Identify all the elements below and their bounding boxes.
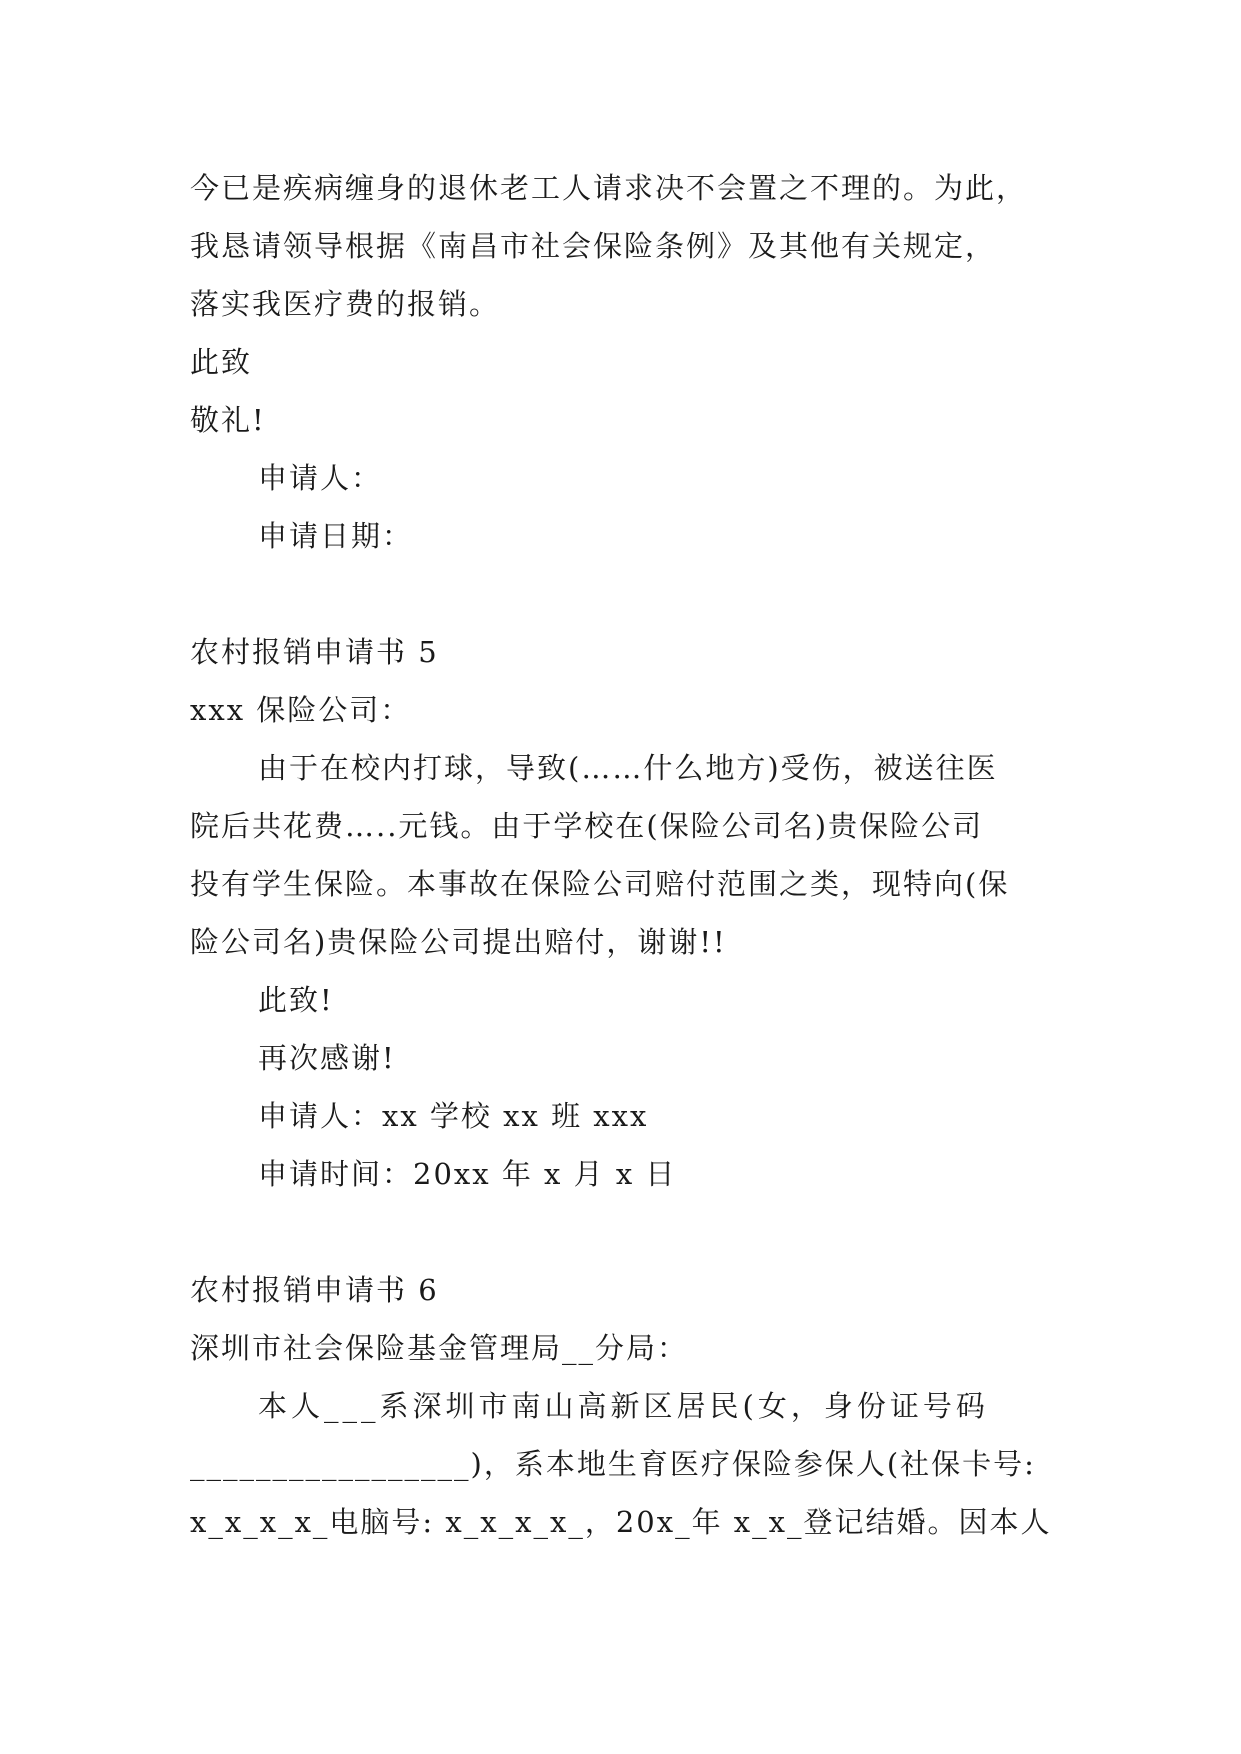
closing-salutation: 此致! <box>258 983 334 1017</box>
closing-thanks: 再次感谢! <box>258 1041 396 1075</box>
applicant-label: 申请人： <box>258 461 383 495</box>
body-line: 本人___系深圳市南山高新区居民(女，身份证号码 <box>258 1389 989 1423</box>
addressee: 深圳市社会保险基金管理局__分局： <box>190 1331 689 1365</box>
section-title: 农村报销申请书 6 <box>190 1273 439 1307</box>
body-line: 落实我医疗费的报销。 <box>190 287 501 321</box>
body-line: 院后共花费…..元钱。由于学校在(保险公司名)贵保险公司 <box>190 809 984 843</box>
application-date-label: 申请日期： <box>258 519 414 553</box>
body-line: 投有学生保险。本事故在保险公司赔付范围之类，现特向(保 <box>190 867 1010 901</box>
section-title: 农村报销申请书 5 <box>190 635 439 669</box>
body-line: 险公司名)贵保险公司提出赔付，谢谢!! <box>190 925 727 959</box>
applicant-label: 申请人：xx 学校 xx 班 xxx <box>258 1099 649 1133</box>
closing-regards: 敬礼! <box>190 403 266 437</box>
closing-salutation: 此致 <box>190 345 253 379</box>
addressee: xxx 保险公司： <box>190 693 412 727</box>
body-line: 由于在校内打球，导致(……什么地方)受伤，被送往医 <box>258 751 998 785</box>
body-line: 我恳请领导根据《南昌市社会保险条例》及其他有关规定， <box>190 229 997 263</box>
body-line: 今已是疾病缠身的退休老工人请求决不会置之不理的。为此， <box>190 171 1028 205</box>
body-line: _________________)，系本地生育医疗保险参保人(社保卡号: <box>190 1447 1036 1481</box>
application-date-label: 申请时间：20xx 年 x 月 x 日 <box>258 1157 677 1191</box>
body-line: x_x_x_x_电脑号: x_x_x_x_，20x_年 x_x_登记结婚。因本人 <box>190 1505 1052 1539</box>
